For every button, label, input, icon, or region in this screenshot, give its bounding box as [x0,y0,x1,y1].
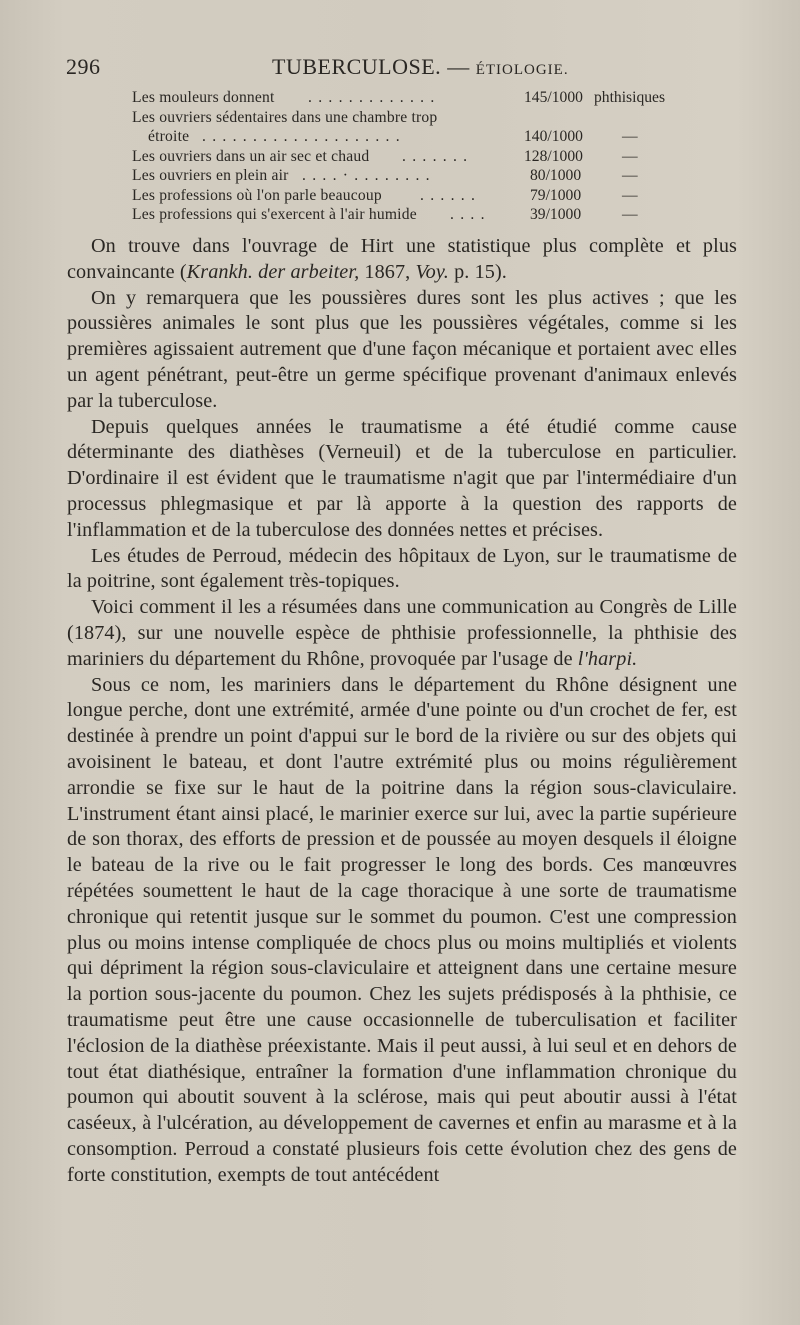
page-header [66,54,766,84]
italic-term: l'harpi. [577,647,638,670]
citation-ref: Voy. [415,260,449,283]
stat-leader-dots: . . . . [450,206,486,223]
stat-value: 140/1000 [524,128,583,145]
paragraph: Les études de Perroud, médecin des hôpitaux de Lyon, sur le traumatisme de la poitrine, sont également très-topiques. [67,544,737,593]
stat-label: Les ouvriers en plein air [132,167,289,184]
stat-row [132,205,692,225]
stat-suffix: phthisiques [594,89,666,106]
running-head-section: ÉTIOLOGIE. [475,62,569,78]
running-head-title: TUBERCULOSE. [272,54,442,79]
stat-ditto-dash: — [622,128,638,145]
stat-ditto-dash: — [622,206,638,223]
stat-ditto-dash: — [622,147,638,165]
stat-label: Les ouvriers sédentaires dans une chambre trop [132,108,438,126]
paragraph-text: On trouve dans l'ouvrage de Hirt une statistique plus complète et plus convaincante ( [67,235,737,283]
paragraph [67,234,737,286]
stat-label: étroite [148,128,190,145]
stat-row [132,147,692,167]
running-head-separator: — [447,54,470,79]
paragraph [67,595,737,672]
stat-row [132,127,692,147]
paragraph-text: 1867, [359,260,416,283]
stat-leader-dots: . . . . . . . . . . . . . . . . . . . . [202,128,401,145]
stat-leader-dots: . . . . . . [420,186,477,204]
stat-value: 39/1000 [530,206,582,223]
stat-value: 145/1000 [524,89,583,106]
stat-leader-dots: . . . . . . . . . . . . . [308,89,436,106]
stat-row [132,186,692,206]
paragraph-text: p. 15). [448,260,507,283]
stat-label: Les ouvriers dans un air sec et chaud [132,147,370,165]
paragraph: On y remarquera que les poussières dures sont les plus actives ; que les poussières animales le sont plus que les poussières végétales, comme si les premières agissaient autrement que d'une façon mécanique et portaient avec elles un agent pénétrant, peut-être un germe spécifique provenant d'animaux enlevés par la tuberculose. [67,286,737,412]
stat-leader-dots: . . . . · . . . . . . . . [302,167,431,184]
statistics-table [132,88,692,225]
paragraph: Depuis quelques années le traumatisme a été étudié comme cause déterminante des diathèses (Verneuil) et de la tuberculose en particulier. D'ordinaire il est évident que le traumatisme n'agit que par l'intermédiaire d'un processus phlegmasique et par là apporte à la question des rapports de l'inflammation et de la tuberculose des données nettes et précises. [67,415,737,541]
stat-label: Les professions qui s'exercent à l'air humide [132,206,417,223]
body-text [67,234,737,1188]
stat-value: 80/1000 [530,167,582,184]
stat-value: 79/1000 [530,186,582,204]
stat-row [132,108,692,128]
running-head [272,54,569,80]
paragraph: Sous ce nom, les mariniers dans le département du Rhône désignent une longue perche, dont une extrémité, armée d'une pointe ou d'un crochet de fer, est destinée à prendre un point d'appui sur le bord de la rivière ou sur des objets qui avoisinent le bateau, et dont l'autre extrémité plus ou moins régulièrement arrondie se fixe sur le haut de la poitrine dans la région sous-claviculaire. L'instrument étant ainsi placé, le marinier exerce sur lui, avec la partie supérieure de son thorax, des efforts de pression et de poussée au moyen desquels il éloigne le bateau de la rive ou le fait progresser le long des bords. Ces manœuvres répétées soumettent le haut de la cage thoracique à une sorte de traumatisme chronique qui retentit jusque sur le sommet du poumon. C'est une compression plus ou moins intense compliquée de chocs plus ou moins multipliés et violents qui dépriment la région sous-claviculaire et atteignent dans une certaine mesure la portion sous-jacente du poumon. Chez les sujets prédisposés à la phthisie, ce traumatisme peut être une cause occasionnelle de tuberculisation et faciliter l'éclosion de la diathèse préexistante. Mais il peut aussi, à lui seul et en dehors de tout état diathésique, entraîner la formation d'une inflammation chronique du poumon qui aboutit souvent à la sclérose, mais qui peut aboutir aussi à l'état caséeux, à l'ulcération, au développement de cavernes et enfin au marasme et à la consomption. Perroud a constaté plusieurs fois cette évolution chez des gens de forte constitution, exempts de tout antécédent [67,673,737,1186]
stat-leader-dots: . . . . . . . [402,147,469,165]
stat-ditto-dash: — [622,186,638,204]
stat-label: Les mouleurs donnent [132,89,275,106]
stat-row [132,166,692,186]
stat-ditto-dash: — [622,167,638,184]
citation-title: Krankh. der arbeiter, [186,260,360,283]
page-number: 296 [66,54,101,79]
paragraph-text: Voici comment il les a résumées dans une communication au Congrès de Lille (1874), sur une nouvelle espèce de phthisie professionnelle, la phthisie des mariniers du département du Rhône, provoquée par l'usage de [67,596,737,670]
stat-label: Les professions où l'on parle beaucoup [132,186,382,204]
stat-value: 128/1000 [524,147,583,165]
stat-row [132,88,692,108]
